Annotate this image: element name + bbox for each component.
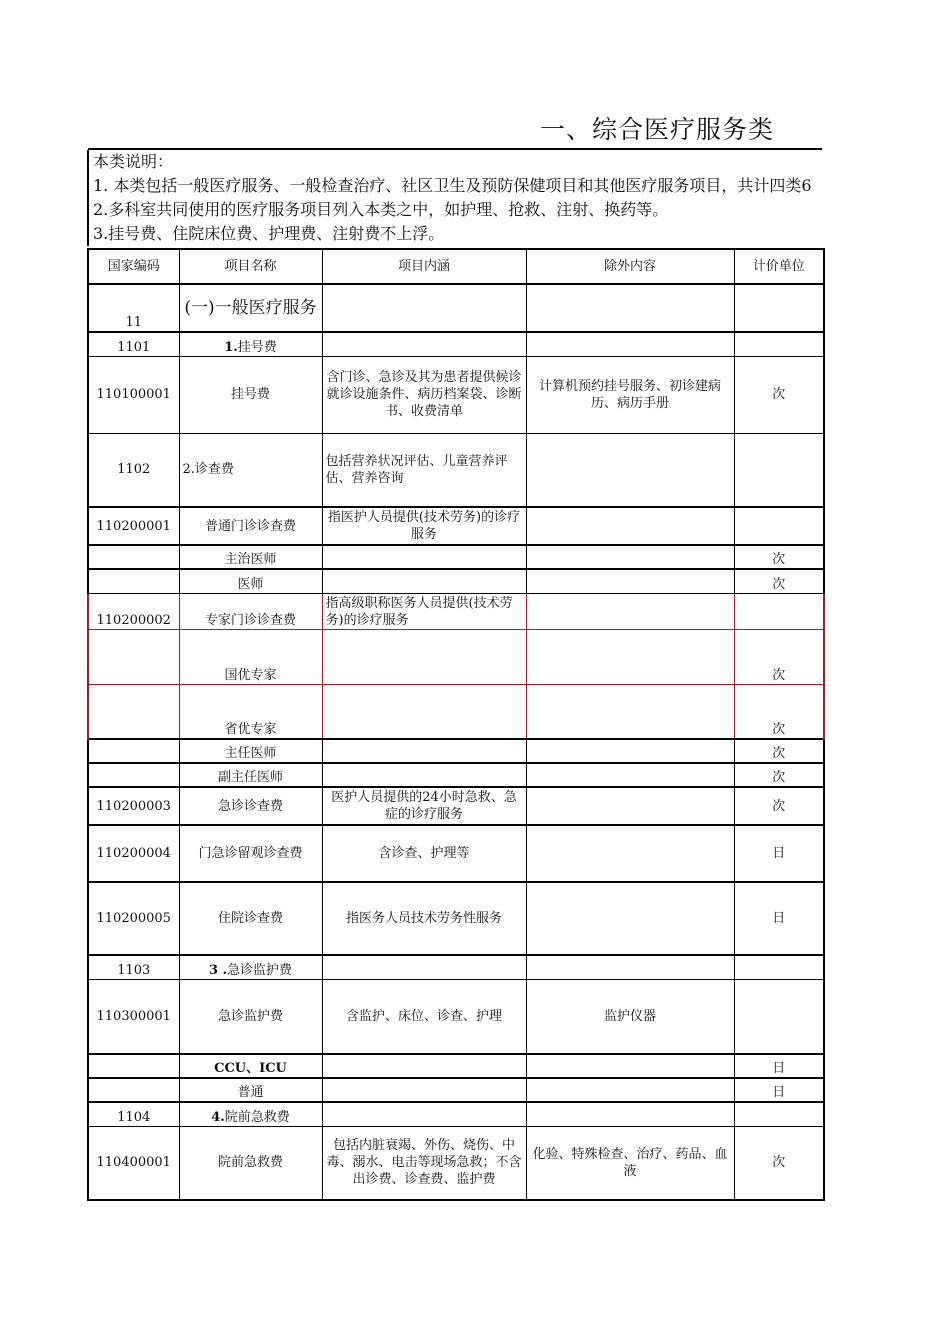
name-cell: 省优专家 — [179, 684, 322, 739]
unit-cell: 次 — [734, 787, 824, 825]
unit-cell: 次 — [734, 1126, 824, 1200]
excluded-cell — [526, 284, 734, 332]
name-cell: 专家门诊诊查费 — [179, 593, 322, 629]
section-name: 急诊监护费 — [227, 962, 293, 978]
content-cell: 医护人员提供的24小时急救、急症的诊疗服务 — [322, 787, 526, 825]
unit-cell: 次 — [734, 684, 824, 739]
section-number: 3 . — [208, 962, 228, 978]
section-number: 4. — [211, 1109, 225, 1125]
excluded-cell — [526, 545, 734, 569]
name-cell — [179, 955, 322, 979]
unit-cell — [734, 284, 824, 332]
code-cell — [88, 1054, 179, 1078]
name-cell — [179, 332, 322, 356]
excluded-cell — [526, 1054, 734, 1078]
table-row — [88, 356, 824, 433]
table-row — [88, 763, 824, 787]
excluded-cell — [526, 955, 734, 979]
content-cell — [322, 1078, 526, 1102]
name-cell: CCU、ICU — [179, 1054, 322, 1078]
unit-cell — [734, 955, 824, 979]
table-row — [88, 545, 824, 569]
content-cell — [322, 284, 526, 332]
code-cell — [88, 684, 179, 739]
excluded-cell — [526, 332, 734, 356]
name-cell: 国优专家 — [179, 629, 322, 684]
unit-cell: 次 — [734, 739, 824, 763]
excluded-cell — [526, 825, 734, 882]
excluded-cell — [526, 507, 734, 545]
content-cell — [322, 955, 526, 979]
unit-cell — [734, 979, 824, 1054]
code-cell: 1104 — [88, 1102, 179, 1126]
content-cell — [322, 684, 526, 739]
name-cell: 2.诊查费 — [179, 433, 322, 507]
table-row — [88, 1078, 824, 1102]
section-name: 院前急救费 — [224, 1109, 290, 1125]
name-cell: 普通门诊诊查费 — [179, 507, 322, 545]
content-cell: 指医务人员技术劳务性服务 — [322, 882, 526, 955]
table-row — [88, 593, 824, 629]
table-row — [88, 284, 824, 332]
category-notes — [87, 150, 950, 246]
unit-cell: 日 — [734, 1054, 824, 1078]
code-cell: 110200005 — [88, 882, 179, 955]
code-cell: 110200001 — [88, 507, 179, 545]
code-cell — [88, 569, 179, 593]
excluded-cell — [526, 1078, 734, 1102]
code-cell: 1101 — [88, 332, 179, 356]
content-cell — [322, 629, 526, 684]
header-excluded: 除外内容 — [526, 249, 734, 284]
table-row — [88, 979, 824, 1054]
unit-cell: 日 — [734, 882, 824, 955]
code-cell: 110200002 — [88, 593, 179, 629]
content-cell — [322, 763, 526, 787]
unit-cell — [734, 433, 824, 507]
unit-cell: 日 — [734, 1078, 824, 1102]
excluded-cell — [526, 684, 734, 739]
table-row — [88, 1126, 824, 1200]
excluded-cell — [526, 882, 734, 955]
unit-cell — [734, 332, 824, 356]
name-cell: 急诊诊查费 — [179, 787, 322, 825]
code-cell — [88, 1078, 179, 1102]
content-cell — [322, 569, 526, 593]
content-cell — [322, 1102, 526, 1126]
excluded-cell — [526, 433, 734, 507]
code-cell: 110200004 — [88, 825, 179, 882]
table-row — [88, 1102, 824, 1126]
unit-cell: 日 — [734, 825, 824, 882]
content-cell: 包括内脏衰竭、外伤、烧伤、中毒、溺水、电击等现场急救；不含出诊费、诊查费、监护费 — [322, 1126, 526, 1200]
code-cell: 11 — [88, 284, 179, 332]
unit-cell — [734, 593, 824, 629]
content-cell — [322, 739, 526, 763]
name-cell: 住院诊查费 — [179, 882, 322, 955]
unit-cell: 次 — [734, 629, 824, 684]
fee-table — [87, 248, 825, 1201]
table-row — [88, 787, 824, 825]
header-name: 项目名称 — [179, 249, 322, 284]
content-cell: 指高级职称医务人员提供(技术劳务)的诊疗服务 — [322, 593, 526, 629]
table-row — [88, 629, 824, 684]
table-row — [88, 1054, 824, 1078]
content-cell: 含诊查、护理等 — [322, 825, 526, 882]
excluded-cell — [526, 739, 734, 763]
table-header-row — [88, 249, 824, 284]
content-cell: 指医护人员提供(技术劳务)的诊疗服务 — [322, 507, 526, 545]
table-row — [88, 955, 824, 979]
table-row — [88, 332, 824, 356]
name-cell: 副主任医师 — [179, 763, 322, 787]
page-title: 一、综合医疗服务类 — [540, 115, 775, 144]
header-code: 国家编码 — [88, 249, 179, 284]
name-cell: (一)一般医疗服务 — [179, 284, 322, 332]
name-cell: 院前急救费 — [179, 1126, 322, 1200]
excluded-cell — [526, 629, 734, 684]
excluded-cell — [526, 1102, 734, 1126]
content-cell: 含门诊、急诊及其为患者提供候诊就诊设施条件、病历档案袋、诊断书、收费清单 — [322, 356, 526, 433]
excluded-cell: 监护仪器 — [526, 979, 734, 1054]
section-number: 1. — [224, 339, 238, 355]
code-cell: 110200003 — [88, 787, 179, 825]
table-row — [88, 433, 824, 507]
excluded-cell — [526, 787, 734, 825]
table-row — [88, 825, 824, 882]
table-row — [88, 882, 824, 955]
note-line: 2.多科室共同使用的医疗服务项目列入本类之中，如护理、抢救、注射、换药等。 — [93, 200, 669, 219]
excluded-cell: 化验、特殊检查、治疗、药品、血液 — [526, 1126, 734, 1200]
code-cell: 110300001 — [88, 979, 179, 1054]
table-row — [88, 569, 824, 593]
excluded-cell — [526, 763, 734, 787]
unit-cell: 次 — [734, 569, 824, 593]
content-cell: 包括营养状况评估、儿童营养评估、营养咨询 — [322, 433, 526, 507]
code-cell — [88, 763, 179, 787]
content-cell — [322, 1054, 526, 1078]
name-cell: 医师 — [179, 569, 322, 593]
table-row — [88, 507, 824, 545]
code-cell — [88, 545, 179, 569]
header-unit: 计价单位 — [734, 249, 824, 284]
name-cell: 普通 — [179, 1078, 322, 1102]
name-cell: 急诊监护费 — [179, 979, 322, 1054]
code-cell: 110400001 — [88, 1126, 179, 1200]
unit-cell — [734, 507, 824, 545]
header-content: 项目内涵 — [322, 249, 526, 284]
code-cell — [88, 629, 179, 684]
code-cell — [88, 739, 179, 763]
table-row — [88, 739, 824, 763]
name-cell: 主治医师 — [179, 545, 322, 569]
code-cell: 110100001 — [88, 356, 179, 433]
note-line: 1. 本类包括一般医疗服务、一般检查治疗、社区卫生及预防保健项目和其他医疗服务项目，共计四类6 — [93, 176, 812, 195]
name-cell: 门急诊留观诊查费 — [179, 825, 322, 882]
name-cell: 主任医师 — [179, 739, 322, 763]
content-cell: 含监护、床位、诊查、护理 — [322, 979, 526, 1054]
table-row — [88, 684, 824, 739]
unit-cell: 次 — [734, 763, 824, 787]
section-name: 挂号费 — [237, 339, 277, 355]
code-cell: 1102 — [88, 433, 179, 507]
unit-cell — [734, 1102, 824, 1126]
unit-cell: 次 — [734, 545, 824, 569]
code-cell: 1103 — [88, 955, 179, 979]
excluded-cell: 计算机预约挂号服务、初诊建病历、病历手册 — [526, 356, 734, 433]
content-cell — [322, 545, 526, 569]
name-cell — [179, 1102, 322, 1126]
notes-heading: 本类说明： — [93, 152, 174, 171]
excluded-cell — [526, 593, 734, 629]
content-cell — [322, 332, 526, 356]
excluded-cell — [526, 569, 734, 593]
unit-cell: 次 — [734, 356, 824, 433]
name-cell: 挂号费 — [179, 356, 322, 433]
note-line: 3.挂号费、住院床位费、护理费、注射费不上浮。 — [93, 224, 445, 243]
